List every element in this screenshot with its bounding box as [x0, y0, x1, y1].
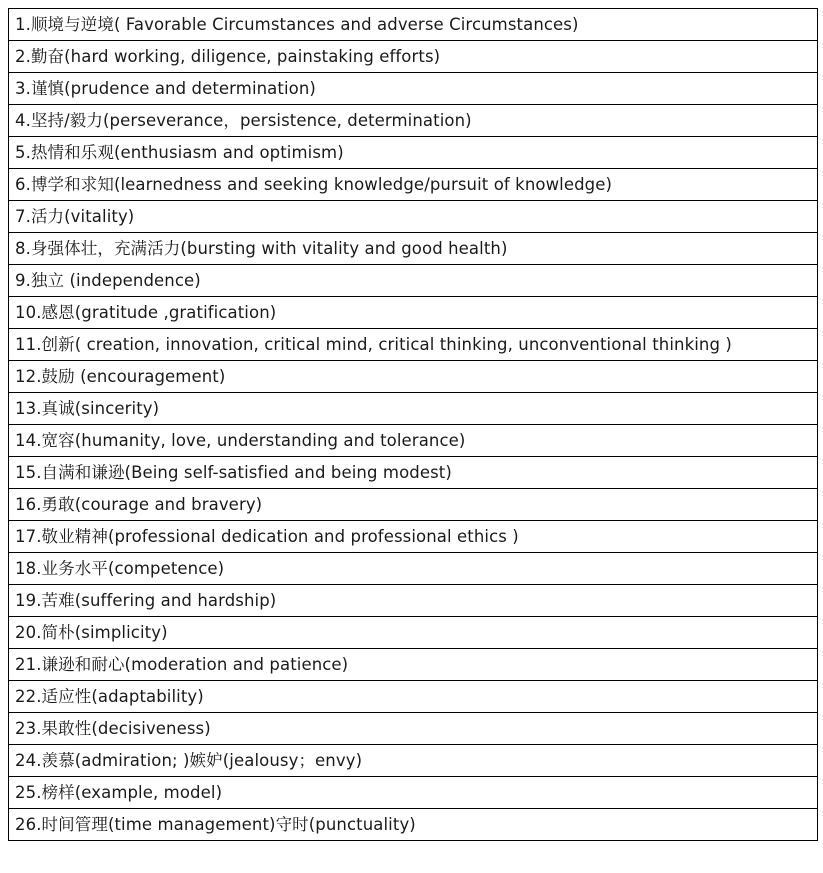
table-row — [9, 329, 818, 361]
table-row — [9, 553, 818, 585]
table-row — [9, 425, 818, 457]
topic-cell: 26.时间管理(time management)守时(punctuality) — [9, 809, 818, 841]
table-row — [9, 681, 818, 713]
topic-cell: 20.简朴(simplicity) — [9, 617, 818, 649]
table-row — [9, 585, 818, 617]
table-row — [9, 393, 818, 425]
table-row — [9, 649, 818, 681]
table-row — [9, 489, 818, 521]
topic-cell: 13.真诚(sincerity) — [9, 393, 818, 425]
table-row — [9, 521, 818, 553]
topic-cell: 8.身强体壮，充满活力(bursting with vitality and good health) — [9, 233, 818, 265]
table-row — [9, 41, 818, 73]
table-row — [9, 713, 818, 745]
topic-cell: 21.谦逊和耐心(moderation and patience) — [9, 649, 818, 681]
topic-table — [8, 8, 818, 841]
topic-cell: 15.自满和谦逊(Being self-satisfied and being modest) — [9, 457, 818, 489]
table-row — [9, 745, 818, 777]
table-row — [9, 457, 818, 489]
topic-cell: 3.谨慎(prudence and determination) — [9, 73, 818, 105]
table-row — [9, 233, 818, 265]
topic-cell: 12.鼓励 (encouragement) — [9, 361, 818, 393]
table-row — [9, 297, 818, 329]
topic-cell: 17.敬业精神(professional dedication and professional ethics ) — [9, 521, 818, 553]
topic-cell: 7.活力(vitality) — [9, 201, 818, 233]
topic-cell: 24.羡慕(admiration; )嫉妒(jealousy；envy) — [9, 745, 818, 777]
topic-cell: 25.榜样(example, model) — [9, 777, 818, 809]
table-row — [9, 617, 818, 649]
topic-cell: 16.勇敢(courage and bravery) — [9, 489, 818, 521]
topic-cell: 14.宽容(humanity, love, understanding and tolerance) — [9, 425, 818, 457]
topic-cell: 22.适应性(adaptability) — [9, 681, 818, 713]
topic-cell: 23.果敢性(decisiveness) — [9, 713, 818, 745]
table-row — [9, 809, 818, 841]
topic-cell: 6.博学和求知(learnedness and seeking knowledge/pursuit of knowledge) — [9, 169, 818, 201]
topic-cell: 1.顺境与逆境( Favorable Circumstances and adverse Circumstances) — [9, 9, 818, 41]
table-row — [9, 361, 818, 393]
table-row — [9, 73, 818, 105]
topic-cell: 10.感恩(gratitude ,gratification) — [9, 297, 818, 329]
topic-cell: 19.苦难(suffering and hardship) — [9, 585, 818, 617]
topic-cell: 18.业务水平(competence) — [9, 553, 818, 585]
table-row — [9, 105, 818, 137]
topic-cell: 11.创新( creation, innovation, critical mind, critical thinking, unconventional thinking ) — [9, 329, 818, 361]
topic-cell: 9.独立 (independence) — [9, 265, 818, 297]
topic-cell: 4.坚持/毅力(perseverance，persistence, determination) — [9, 105, 818, 137]
table-row — [9, 201, 818, 233]
table-row — [9, 265, 818, 297]
table-row — [9, 777, 818, 809]
table-row — [9, 137, 818, 169]
topic-cell: 5.热情和乐观(enthusiasm and optimism) — [9, 137, 818, 169]
table-row — [9, 169, 818, 201]
table-row — [9, 9, 818, 41]
topic-cell: 2.勤奋(hard working, diligence, painstaking efforts) — [9, 41, 818, 73]
